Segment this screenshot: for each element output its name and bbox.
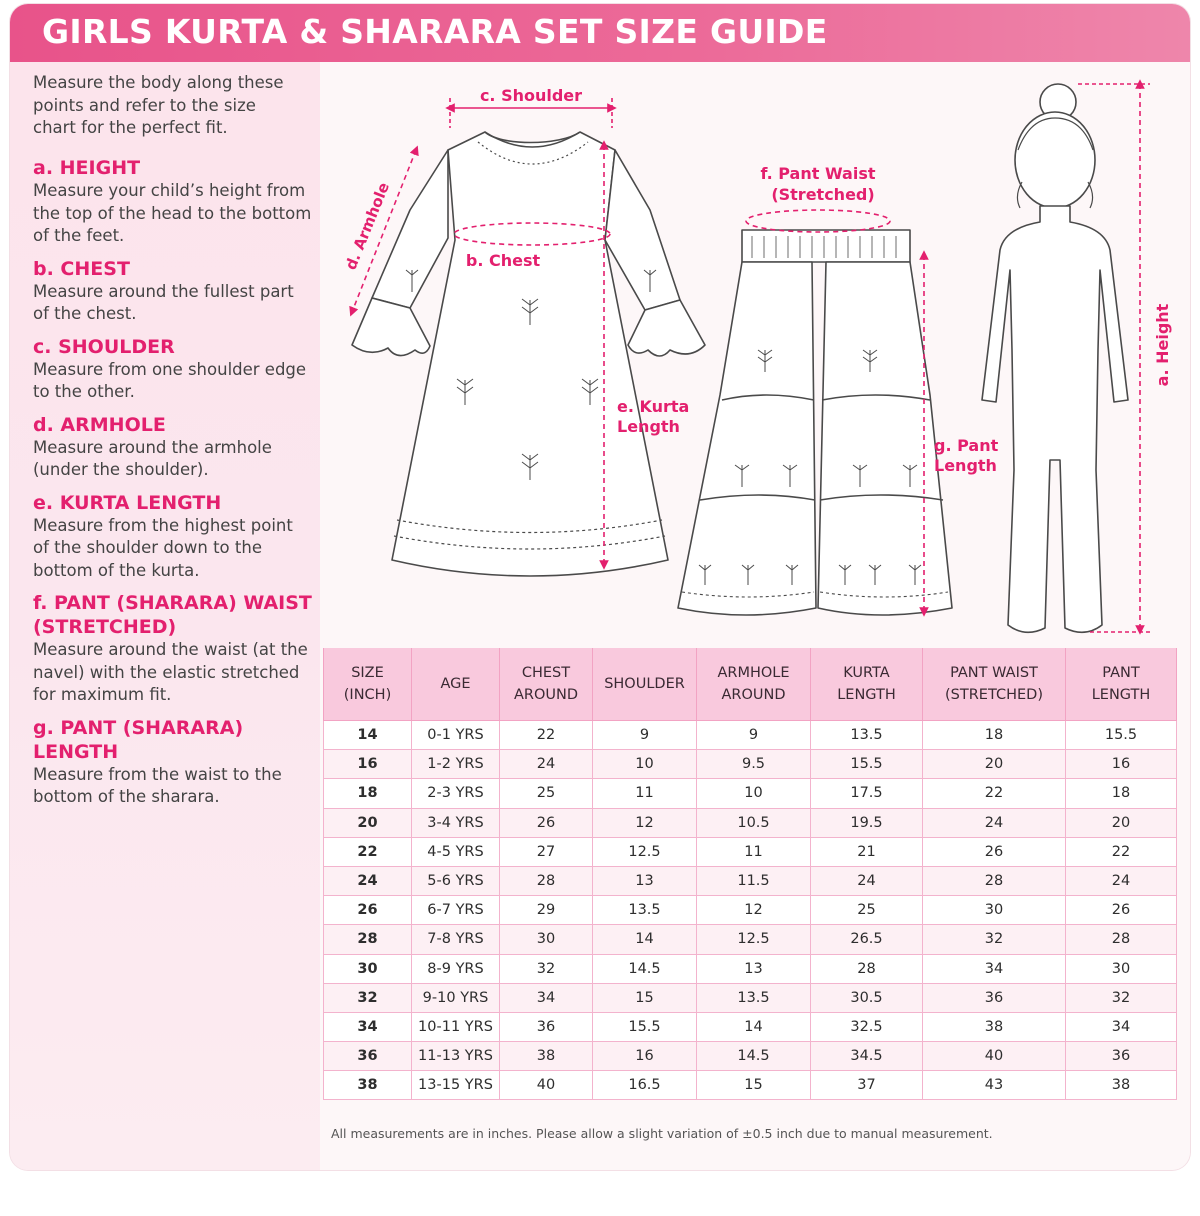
table-cell: 38 [923, 1012, 1066, 1041]
column-header-line: AROUND [721, 687, 786, 703]
table-cell: 15.5 [1066, 721, 1177, 750]
pant-waist-label-line2: (Stretched) [771, 185, 875, 204]
size-cell: 28 [324, 925, 412, 954]
table-cell: 30.5 [811, 983, 923, 1012]
table-cell: 30 [923, 896, 1066, 925]
size-cell: 22 [324, 837, 412, 866]
column-header-line: SHOULDER [604, 676, 685, 692]
size-chart-table [323, 648, 1177, 1100]
column-header-line: (INCH) [343, 687, 392, 703]
table-cell: 13 [697, 954, 811, 983]
column-header [697, 648, 811, 721]
table-cell: 32.5 [811, 1012, 923, 1041]
table-cell: 12.5 [593, 837, 697, 866]
table-cell: 22 [500, 721, 593, 750]
size-cell: 38 [324, 1071, 412, 1100]
column-header-line: AROUND [513, 687, 579, 703]
table-cell: 9 [593, 721, 697, 750]
table-cell: 11 [593, 779, 697, 808]
guide-heading: a. HEIGHT [33, 157, 141, 179]
table-cell: 38 [1066, 1071, 1177, 1100]
table-cell: 9 [697, 721, 811, 750]
size-cell: 34 [324, 1012, 412, 1041]
size-cell: 14 [324, 721, 412, 750]
column-header-line: SIZE [351, 665, 384, 681]
table-row [324, 866, 1177, 895]
guide-item-pant-waist [33, 591, 313, 707]
pant-length-label-line1: g. Pant [934, 436, 999, 455]
table-cell: 17.5 [811, 779, 923, 808]
table-cell: 36 [500, 1012, 593, 1041]
kurta-length-label-line2: Length [617, 417, 680, 436]
table-cell: 26 [923, 837, 1066, 866]
guide-item-height [33, 156, 313, 248]
table-cell: 27 [500, 837, 593, 866]
kurta-right-sleeve [605, 150, 680, 310]
table-cell: 28 [1066, 925, 1177, 954]
guide-text: Measure your child’s height from the top of the head to the bottom of the feet. [33, 181, 312, 245]
guide-text: Measure around the fullest part of the chest. [33, 281, 294, 323]
table-cell: 19.5 [811, 808, 923, 837]
table-cell: 40 [923, 1042, 1066, 1071]
table-row [324, 983, 1177, 1012]
table-cell: 4-5 YRS [412, 837, 500, 866]
table-row [324, 1042, 1177, 1071]
sharara-left-leg [678, 262, 816, 615]
child-figure [982, 84, 1128, 632]
guide-heading: e. KURTA LENGTH [33, 491, 222, 514]
sharara-illustration [678, 230, 952, 615]
size-cell: 36 [324, 1042, 412, 1071]
table-cell: 24 [500, 750, 593, 779]
table-cell: 14 [593, 925, 697, 954]
size-table-wrapper [323, 648, 1176, 1100]
table-cell: 28 [923, 866, 1066, 895]
table-cell: 2-3 YRS [412, 779, 500, 808]
table-cell: 11 [697, 837, 811, 866]
guide-item-kurta-length [33, 491, 313, 583]
table-cell: 16 [593, 1042, 697, 1071]
table-cell: 40 [500, 1071, 593, 1100]
table-cell: 43 [923, 1071, 1066, 1100]
table-cell: 26.5 [811, 925, 923, 954]
table-cell: 10 [697, 779, 811, 808]
table-cell: 25 [500, 779, 593, 808]
table-row [324, 837, 1177, 866]
column-header-line: AGE [440, 676, 471, 692]
guide-item-armhole [33, 413, 313, 482]
guide-item-pant-length [33, 716, 313, 809]
table-cell: 13.5 [593, 896, 697, 925]
table-cell: 34.5 [811, 1042, 923, 1071]
table-cell: 9.5 [697, 750, 811, 779]
table-row [324, 954, 1177, 983]
table-cell: 11-13 YRS [412, 1042, 500, 1071]
table-cell: 15.5 [811, 750, 923, 779]
table-cell: 0-1 YRS [412, 721, 500, 750]
kurta-illustration [352, 132, 705, 576]
table-row [324, 925, 1177, 954]
table-cell: 10-11 YRS [412, 1012, 500, 1041]
table-cell: 15.5 [593, 1012, 697, 1041]
table-cell: 26 [1066, 896, 1177, 925]
sharara-waistband [742, 230, 910, 262]
table-cell: 16 [1066, 750, 1177, 779]
measurement-illustrations [320, 66, 1180, 644]
table-cell: 32 [1066, 983, 1177, 1012]
pant-length-label-line2: Length [934, 456, 997, 475]
table-row [324, 808, 1177, 837]
size-cell: 24 [324, 866, 412, 895]
table-cell: 18 [923, 721, 1066, 750]
guide-heading: f. PANT (SHARARA) WAIST (STRETCHED) [33, 592, 312, 638]
guide-heading: g. PANT (SHARARA) LENGTH [33, 716, 244, 763]
table-cell: 13.5 [697, 983, 811, 1012]
column-header-line: LENGTH [837, 687, 896, 703]
table-cell: 13 [593, 866, 697, 895]
table-row [324, 1012, 1177, 1041]
table-cell: 30 [500, 925, 593, 954]
table-row [324, 896, 1177, 925]
sharara-right-leg [818, 262, 952, 615]
table-cell: 18 [1066, 779, 1177, 808]
column-header [500, 648, 593, 721]
size-cell: 20 [324, 808, 412, 837]
table-cell: 13.5 [811, 721, 923, 750]
guide-text: Measure from the highest point of the shoulder down to the bottom of the kurta. [33, 515, 293, 580]
table-cell: 10 [593, 750, 697, 779]
table-cell: 16.5 [593, 1071, 697, 1100]
table-cell: 1-2 YRS [412, 750, 500, 779]
table-cell: 34 [1066, 1012, 1177, 1041]
shoulder-label: c. Shoulder [479, 86, 583, 105]
table-cell: 32 [923, 925, 1066, 954]
table-cell: 12 [593, 808, 697, 837]
guide-text: Measure from the waist to the bottom of the sharara. [33, 764, 282, 806]
table-cell: 26 [500, 808, 593, 837]
column-header-line: CHEST [521, 665, 571, 681]
table-cell: 15 [593, 983, 697, 1012]
column-header [593, 648, 697, 721]
table-cell: 11.5 [697, 866, 811, 895]
table-cell: 20 [1066, 808, 1177, 837]
size-cell: 32 [324, 983, 412, 1012]
column-header-line: ARMHOLE [717, 665, 790, 681]
table-cell: 28 [500, 866, 593, 895]
size-cell: 26 [324, 896, 412, 925]
page-title: GIRLS KURTA & SHARARA SET SIZE GUIDE [42, 12, 828, 51]
table-cell: 24 [1066, 866, 1177, 895]
size-cell: 30 [324, 954, 412, 983]
column-header-line: (STRETCHED) [945, 687, 1043, 703]
table-cell: 36 [923, 983, 1066, 1012]
column-header [412, 648, 500, 721]
chest-label: b. Chest [465, 251, 541, 270]
table-cell: 37 [811, 1071, 923, 1100]
table-cell: 21 [811, 837, 923, 866]
guide-text: Measure around the armhole (under the shoulder). [33, 437, 272, 479]
column-header [923, 648, 1066, 721]
size-cell: 16 [324, 750, 412, 779]
pant-waist-label-line1: f. Pant Waist [760, 164, 876, 183]
measurement-guide [33, 156, 313, 818]
table-header [324, 648, 1177, 721]
table-cell: 7-8 YRS [412, 925, 500, 954]
column-header [324, 648, 412, 721]
guide-text: Measure from one shoulder edge to the other. [33, 359, 307, 401]
head [1015, 112, 1095, 208]
footnote: All measurements are in inches. Please allow a slight variation of ±0.5 inch due to manual measurement. [331, 1126, 993, 1141]
table-row [324, 750, 1177, 779]
table-cell: 10.5 [697, 808, 811, 837]
body-outline [982, 206, 1128, 632]
size-cell: 18 [324, 779, 412, 808]
table-cell: 30 [1066, 954, 1177, 983]
table-row [324, 779, 1177, 808]
table-cell: 24 [923, 808, 1066, 837]
header-row [324, 648, 1177, 721]
armhole-label: d. Armhole [341, 179, 394, 273]
table-cell: 8-9 YRS [412, 954, 500, 983]
kurta-length-label-line1: e. Kurta [617, 397, 690, 416]
table-cell: 22 [1066, 837, 1177, 866]
table-cell: 25 [811, 896, 923, 925]
guide-heading: d. ARMHOLE [33, 413, 166, 436]
height-label: a. Height [1153, 303, 1172, 387]
table-cell: 3-4 YRS [412, 808, 500, 837]
table-cell: 36 [1066, 1042, 1177, 1071]
guide-item-shoulder [33, 335, 313, 404]
table-cell: 14.5 [593, 954, 697, 983]
kurta-left-frill [352, 298, 430, 356]
table-cell: 13-15 YRS [412, 1071, 500, 1100]
guide-item-chest [33, 257, 313, 326]
table-cell: 34 [500, 983, 593, 1012]
table-cell: 24 [811, 866, 923, 895]
column-header-line: KURTA [843, 665, 890, 681]
guide-heading: c. SHOULDER [33, 335, 175, 358]
table-cell: 14.5 [697, 1042, 811, 1071]
column-header [811, 648, 923, 721]
column-header-line: PANT [1102, 665, 1140, 681]
table-cell: 32 [500, 954, 593, 983]
table-cell: 34 [923, 954, 1066, 983]
table-row [324, 1071, 1177, 1100]
kurta-left-sleeve [372, 150, 448, 308]
table-cell: 22 [923, 779, 1066, 808]
intro-text: Measure the body along these points and refer to the size chart for the perfect fit. [33, 73, 284, 137]
table-cell: 29 [500, 896, 593, 925]
kurta-right-frill [628, 300, 705, 356]
table-cell: 6-7 YRS [412, 896, 500, 925]
table-cell: 12 [697, 896, 811, 925]
table-cell: 15 [697, 1071, 811, 1100]
title-banner [10, 4, 1190, 62]
table-row [324, 721, 1177, 750]
table-body [324, 721, 1177, 1100]
table-cell: 14 [697, 1012, 811, 1041]
guide-heading: b. CHEST [33, 257, 130, 280]
table-cell: 38 [500, 1042, 593, 1071]
table-cell: 28 [811, 954, 923, 983]
guide-text: Measure around the waist (at the navel) with the elastic stretched for maximum fit. [33, 640, 308, 704]
table-cell: 12.5 [697, 925, 811, 954]
column-header-line: PANT WAIST [950, 665, 1038, 681]
table-cell: 20 [923, 750, 1066, 779]
table-cell: 5-6 YRS [412, 866, 500, 895]
table-cell: 9-10 YRS [412, 983, 500, 1012]
column-header [1066, 648, 1177, 721]
column-header-line: LENGTH [1091, 687, 1151, 703]
